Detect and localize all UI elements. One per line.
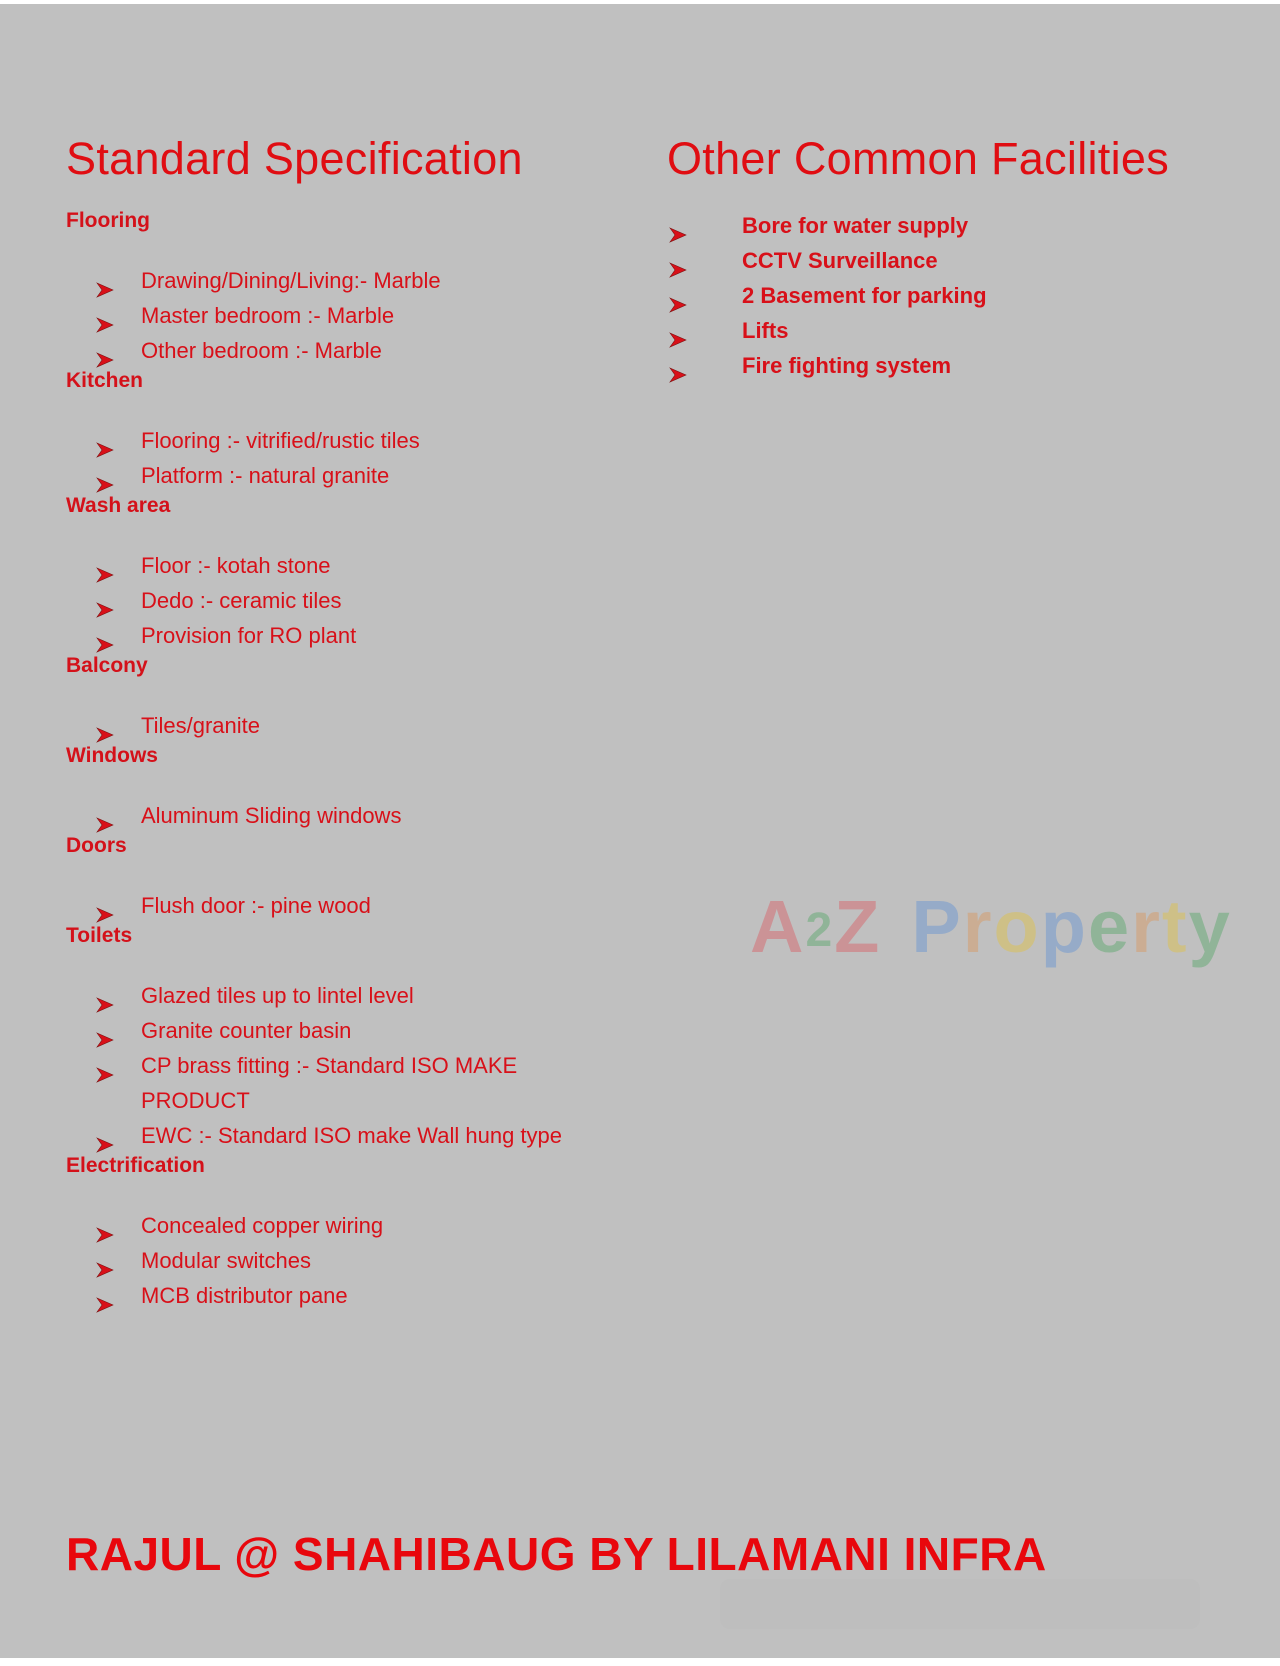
facility-item-text: 2 Basement for parking — [742, 283, 987, 308]
arrowhead-bullet-icon — [669, 253, 687, 269]
section-items — [66, 978, 626, 1153]
list-item-text: PRODUCT — [141, 1088, 250, 1113]
section-heading: Electrification — [66, 1154, 205, 1177]
section-flooring — [66, 208, 626, 368]
list-item-text: Master bedroom :- Marble — [141, 303, 395, 328]
section-items — [66, 708, 626, 743]
section-kitchen — [66, 368, 626, 493]
list-item-text: Flooring :- vitrified/rustic tiles — [141, 428, 420, 453]
section-doors — [66, 833, 626, 923]
section-toilets — [66, 923, 626, 1153]
common-facilities-column — [667, 132, 1227, 383]
section-balcony — [66, 653, 626, 743]
list-item — [66, 583, 626, 618]
list-item — [66, 263, 626, 298]
list-item — [66, 978, 626, 1013]
facility-item — [667, 243, 1227, 278]
arrowhead-bullet-icon — [96, 1288, 114, 1304]
list-item-text: Floor :- kotah stone — [141, 553, 331, 578]
section-items — [66, 1208, 626, 1313]
list-item — [66, 1208, 626, 1243]
arrowhead-bullet-icon — [96, 1128, 114, 1144]
list-item — [66, 1083, 626, 1118]
section-items — [66, 798, 626, 833]
list-item — [66, 798, 626, 833]
list-item — [66, 423, 626, 458]
facility-item — [667, 208, 1227, 243]
arrowhead-bullet-icon — [96, 1023, 114, 1039]
list-item — [66, 1048, 626, 1083]
section-windows — [66, 743, 626, 833]
watermark-letter: p — [1040, 885, 1088, 968]
watermark-letter: e — [1087, 885, 1132, 968]
facility-item-text: Bore for water supply — [742, 213, 969, 238]
list-item — [66, 708, 626, 743]
arrowhead-bullet-icon — [96, 308, 114, 324]
watermark-letter: o — [993, 885, 1041, 968]
arrowhead-bullet-icon — [96, 593, 114, 609]
watermark-letter: P — [911, 885, 963, 968]
section-heading: Kitchen — [66, 369, 144, 392]
arrowhead-bullet-icon — [96, 468, 114, 484]
standard-specification-title: Standard Specification — [66, 133, 523, 184]
arrowhead-bullet-icon — [669, 288, 687, 304]
arrowhead-bullet-icon — [669, 323, 687, 339]
arrowhead-bullet-icon — [96, 558, 114, 574]
arrowhead-bullet-icon — [96, 718, 114, 734]
section-heading: Toilets — [66, 924, 133, 947]
facilities-list — [667, 208, 1227, 383]
arrowhead-bullet-icon — [96, 988, 114, 1004]
facility-item — [667, 313, 1227, 348]
watermark-letter: t — [1161, 885, 1189, 968]
list-item-text: Provision for RO plant — [141, 623, 357, 648]
list-item-text: Concealed copper wiring — [141, 1213, 384, 1238]
arrowhead-bullet-icon — [96, 808, 114, 824]
list-item-text: Modular switches — [141, 1248, 311, 1273]
list-item — [66, 1118, 626, 1153]
watermark-letter: Z — [834, 885, 882, 968]
watermark-letter: 2 — [805, 904, 835, 957]
section-items — [66, 423, 626, 493]
arrowhead-bullet-icon — [96, 1218, 114, 1234]
arrowhead-bullet-icon — [96, 343, 114, 359]
list-item-text: Platform :- natural granite — [141, 463, 390, 488]
list-item — [66, 1013, 626, 1048]
list-item — [66, 888, 626, 923]
arrowhead-bullet-icon — [669, 358, 687, 374]
list-item-text: EWC :- Standard ISO make Wall hung type — [141, 1123, 563, 1148]
list-item-text: Granite counter basin — [141, 1018, 352, 1043]
list-item — [66, 618, 626, 653]
list-item — [66, 458, 626, 493]
project-footer-title: RAJUL @ SHAHIBAUG BY LILAMANI INFRA — [66, 1528, 1047, 1580]
watermark-letter: A — [750, 885, 806, 968]
specification-sections — [66, 208, 626, 1313]
list-item — [66, 333, 626, 368]
list-item — [66, 1243, 626, 1278]
arrowhead-bullet-icon — [96, 1058, 114, 1074]
watermark-letter: y — [1188, 885, 1232, 968]
section-heading: Windows — [66, 744, 158, 767]
faint-watermark-bottom — [720, 1579, 1200, 1629]
list-item-text: Tiles/granite — [141, 713, 261, 738]
section-items — [66, 888, 626, 923]
list-item — [66, 548, 626, 583]
section-items — [66, 263, 626, 368]
watermark-letter: r — [1131, 885, 1162, 968]
facility-item-text: CCTV Surveillance — [742, 248, 938, 273]
arrowhead-bullet-icon — [96, 433, 114, 449]
facility-item — [667, 278, 1227, 313]
watermark-letter: r — [962, 885, 994, 968]
list-item-text: Drawing/Dining/Living:- Marble — [141, 268, 441, 293]
a2z-property-watermark — [750, 884, 1232, 969]
section-wash-area — [66, 493, 626, 653]
list-item-text: MCB distributor pane — [141, 1283, 348, 1308]
arrowhead-bullet-icon — [96, 1253, 114, 1269]
arrowhead-bullet-icon — [96, 898, 114, 914]
list-item-text: Other bedroom :- Marble — [141, 338, 382, 363]
list-item-text: Aluminum Sliding windows — [141, 803, 402, 828]
list-item-text: CP brass fitting :- Standard ISO MAKE — [141, 1053, 518, 1078]
section-heading: Flooring — [66, 209, 150, 232]
facility-item — [667, 348, 1227, 383]
section-heading: Doors — [66, 834, 127, 857]
document-page — [0, 4, 1280, 1658]
arrowhead-bullet-icon — [96, 273, 114, 289]
arrowhead-bullet-icon — [96, 628, 114, 644]
list-item-text: Dedo :- ceramic tiles — [141, 588, 342, 613]
facility-item-text: Fire fighting system — [742, 353, 952, 378]
standard-specification-column — [66, 132, 626, 1313]
list-item-text: Glazed tiles up to lintel level — [141, 983, 414, 1008]
section-heading: Balcony — [66, 654, 148, 677]
section-items — [66, 548, 626, 653]
list-item — [66, 298, 626, 333]
common-facilities-title: Other Common Facilities — [667, 133, 1170, 184]
facility-item-text: Lifts — [742, 318, 789, 343]
section-heading: Wash area — [66, 494, 171, 517]
list-item-text: Flush door :- pine wood — [141, 893, 371, 918]
section-electrification — [66, 1153, 626, 1313]
arrowhead-bullet-icon — [669, 218, 687, 234]
list-item — [66, 1278, 626, 1313]
